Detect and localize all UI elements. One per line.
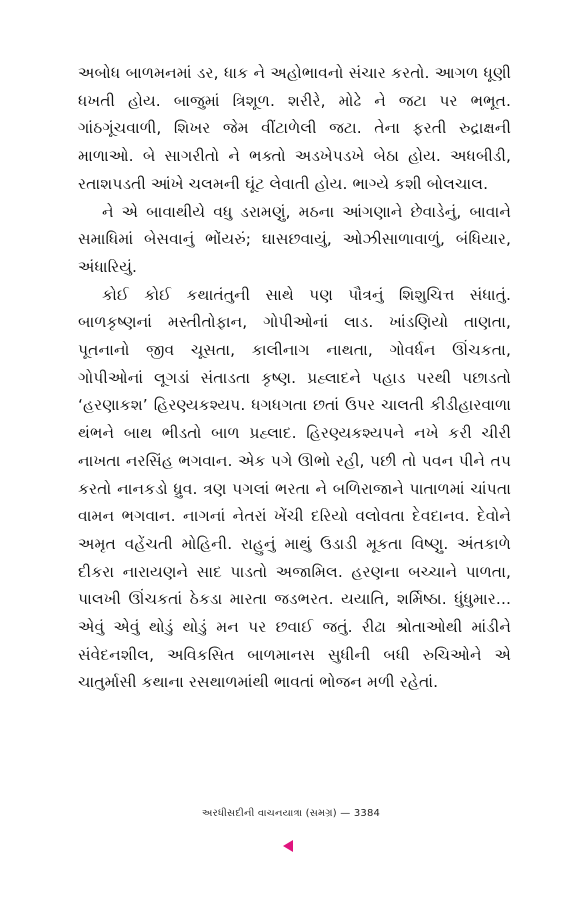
paragraph-3: કોઈ કોઈ કથાતંતુની સાથે પણ પૌત્રનું શિશુચિત્ત સંધાતું. બાળકૃષ્ણનાં મસ્તીતોફાન, ગોપીઓનાં લાડ. ખાંડણિયો તાણતા, પૂતનાનો જીવ ચૂસતા, કાલીનાગ નાથતા, ગોવર્ધન ઊંચકતા, ગોપીઓનાં લૂગડાં સંતાડતા કૃષ્ણ. પ્રહ્લાદને પહાડ પરથી પછાડતો ‘હરણાકશ’ હિરણ્યકશ્યપ. ધગધગતા છતાં ઉપર ચાલતી કીડીહારવાળા થંભને બાથ ભીડતો બાળ પ્રહ્લાદ. હિરણ્યકશ્યપને નખે કરી ચીરી નાખતા નરસિંહ ભગવાન. એક પગે ઊભો રહી, પછી તો પવન પીને તપ કરતો નાનકડો ધ્રુવ. ત્રણ પગલાં ભરતા ને બળિરાજાને પાતાળમાં ચાંપતા વામન ભગવાન. નાગનાં નેતરાં ખેંચી દરિયો વલોવતા દેવદાનવ. દેવોને અમૃત વહેંચતી મોહિની. રાહુનું માથું ઉડાડી મૂકતા વિષ્ણુ. અંતકાળે દીકરા નારાયણને સાદ પાડતો અજામિલ. હરણના બચ્ચાને પાળતા, પાલખી ઊંચકતાં ઠેકડા મારતા જડભરત. યયાતિ, શર્મિષ્ઠા. ધુંધુમાર... એવું એવું થોડું થોડું મન પર છવાઈ જતું. રીઢા શ્રોતાઓથી માંડીને સંવેદનશીલ, અવિકસિત બાળમાનસ સુધીની બધી રુચિઓને એ ચાતુર્માસી કથાના રસથાળમાંથી ભાવતાં ભોજન મળી રહેતાં. bbox=[78, 285, 511, 692]
body-text bbox=[78, 60, 511, 697]
previous-page-icon[interactable] bbox=[283, 840, 293, 852]
page-footer: અરધીસદીની વાચનયાત્રા (સમગ્ર) — 3384 bbox=[201, 808, 381, 819]
paragraph-1: અબોધ બાળમનમાં ડર, ધાક ને અહોભાવનો સંચાર કરતો. આગળ ધૂણી ધખતી હોય. બાજુમાં ત્રિશૂળ. શરીરે, મોઢે ને જટા પર ભભૂત. ગાંઠગૂંચવાળી, શિખર જેમ વીંટાળેલી જટા. તેના ફરતી રુદ્રાક્ષની માળાઓ. બે સાગરીતો ને ભક્તો અડખેપડખે બેઠા હોય. અધબીડી, રતાશપડતી આંખે ચલમની ઘૂંટ લેવાતી હોય. ભાગ્યે કશી બોલચાલ. bbox=[78, 64, 511, 193]
paragraph-2: ને એ બાવાથીયે વધુ ડરામણું, મઠના આંગણાને છેવાડેનું, બાવાને સમાધિમાં બેસવાનું ભોંયરું; ઘાસછવાયું, ઓઝીસાળાવાળું, બંધિયાર, અંધારિયું. bbox=[78, 202, 511, 276]
